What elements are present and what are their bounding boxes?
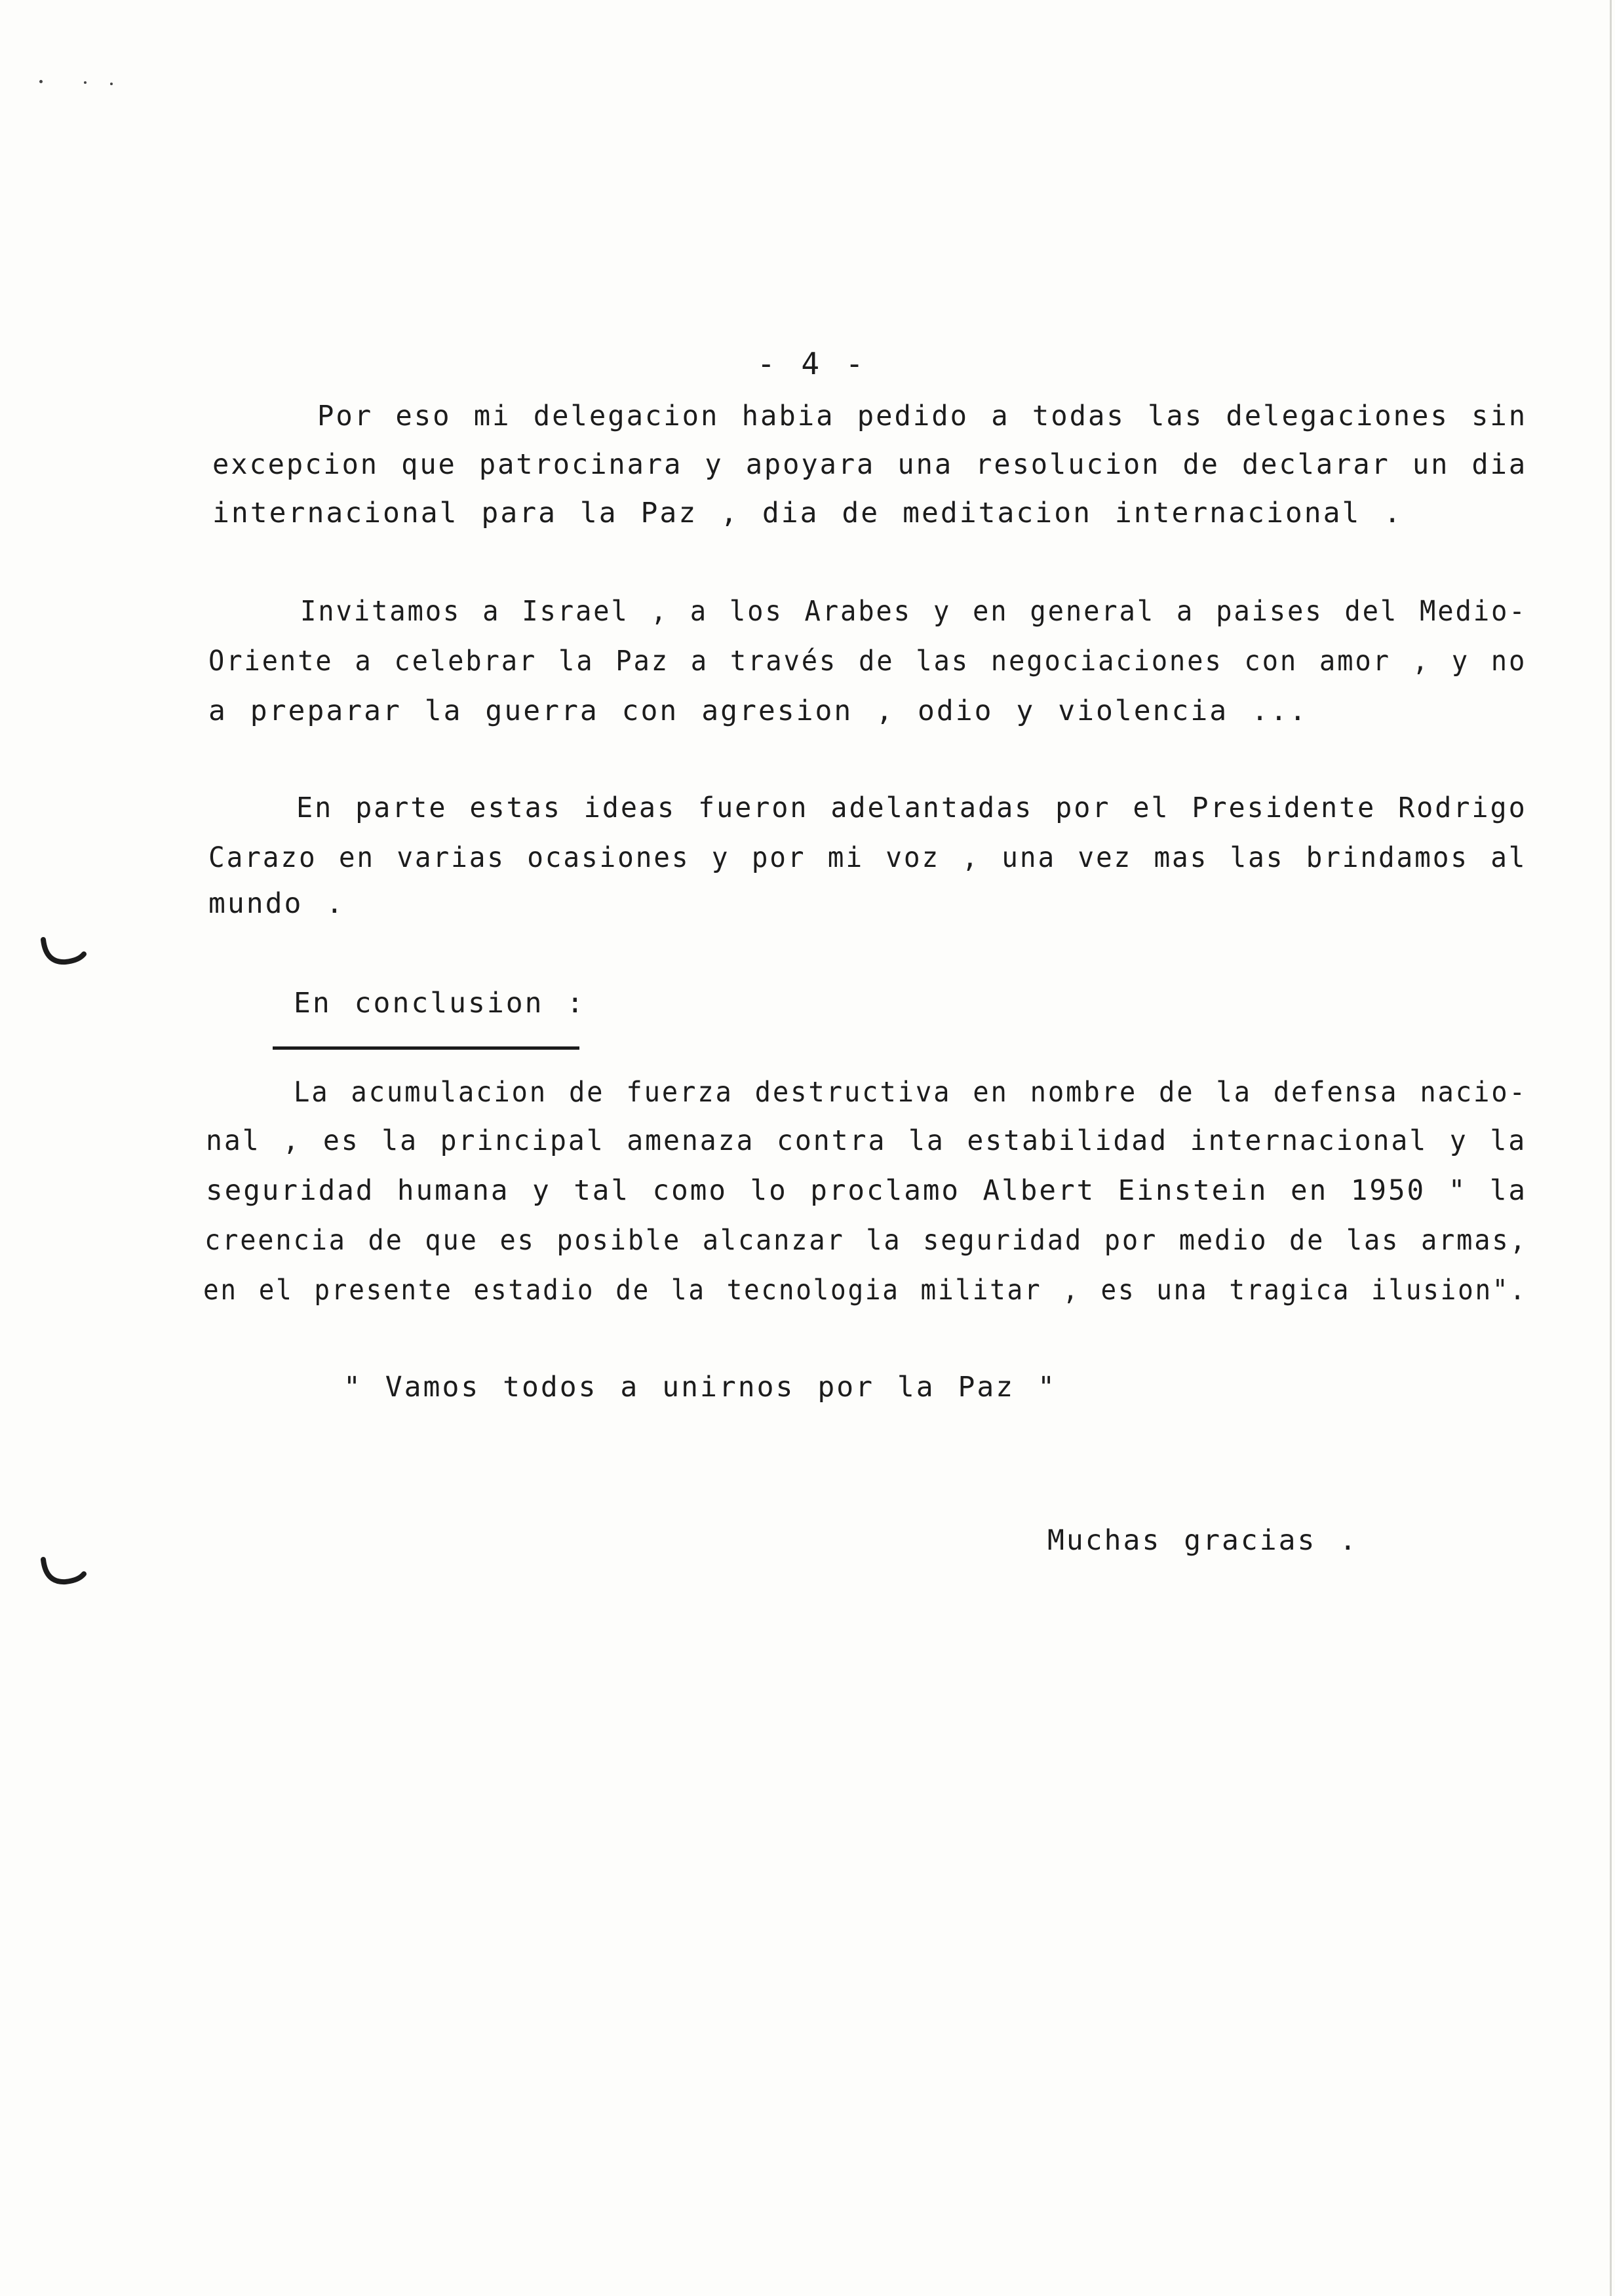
scan-speck: [110, 83, 113, 85]
closing-remark: Muchas gracias .: [1047, 1524, 1359, 1557]
conclusion-line: La acumulacion de fuerza destructiva en nombre de la defensa nacio-: [294, 1076, 1527, 1109]
paragraph-delegacion-line: internacional para la Paz , dia de meditacion internacional .: [212, 497, 1403, 529]
paragraph-ideas-line: mundo .: [208, 887, 345, 920]
page-number: - 4 -: [757, 346, 868, 381]
paragraph-delegacion-line: excepcion que patrocinara y apoyara una resolucion de declarar un dia: [212, 448, 1528, 481]
scan-speck: [39, 80, 43, 83]
paragraph-ideas-line: Carazo en varias ocasiones y por mi voz , una vez mas las brindamos al: [208, 841, 1527, 874]
paragraph-ideas-line: En parte estas ideas fueron adelantadas por el Presidente Rodrigo: [296, 792, 1527, 824]
punch-hole-mark: [41, 937, 87, 966]
punch-hole-mark: [41, 1557, 87, 1586]
scan-speck: [84, 81, 87, 84]
slogan-quote: " Vamos todos a unirnos por la Paz ": [343, 1371, 1057, 1404]
conclusion-line: nal , es la principal amenaza contra la estabilidad internacional y la: [206, 1124, 1527, 1157]
conclusion-line: creencia de que es posible alcanzar la seguridad por medio de las armas,: [204, 1224, 1528, 1257]
conclusion-heading: En conclusion :: [294, 987, 586, 1020]
heading-underline: [273, 1046, 579, 1050]
paragraph-delegacion-line: Por eso mi delegacion habia pedido a todas las delegaciones sin: [317, 400, 1528, 432]
conclusion-line: seguridad humana y tal como lo proclamo Albert Einstein en 1950 " la: [206, 1174, 1528, 1207]
paragraph-invitacion-line: Oriente a celebrar la Paz a través de las negociaciones con amor , y no: [208, 645, 1527, 678]
paragraph-invitacion-line: a preparar la guerra con agresion , odio y violencia ...: [208, 695, 1308, 727]
paragraph-invitacion-line: Invitamos a Israel , a los Arabes y en general a paises del Medio-: [300, 595, 1527, 628]
conclusion-line: en el presente estadio de la tecnologia militar , es una tragica ilusion".: [203, 1274, 1527, 1307]
scan-edge: [1610, 0, 1612, 2296]
